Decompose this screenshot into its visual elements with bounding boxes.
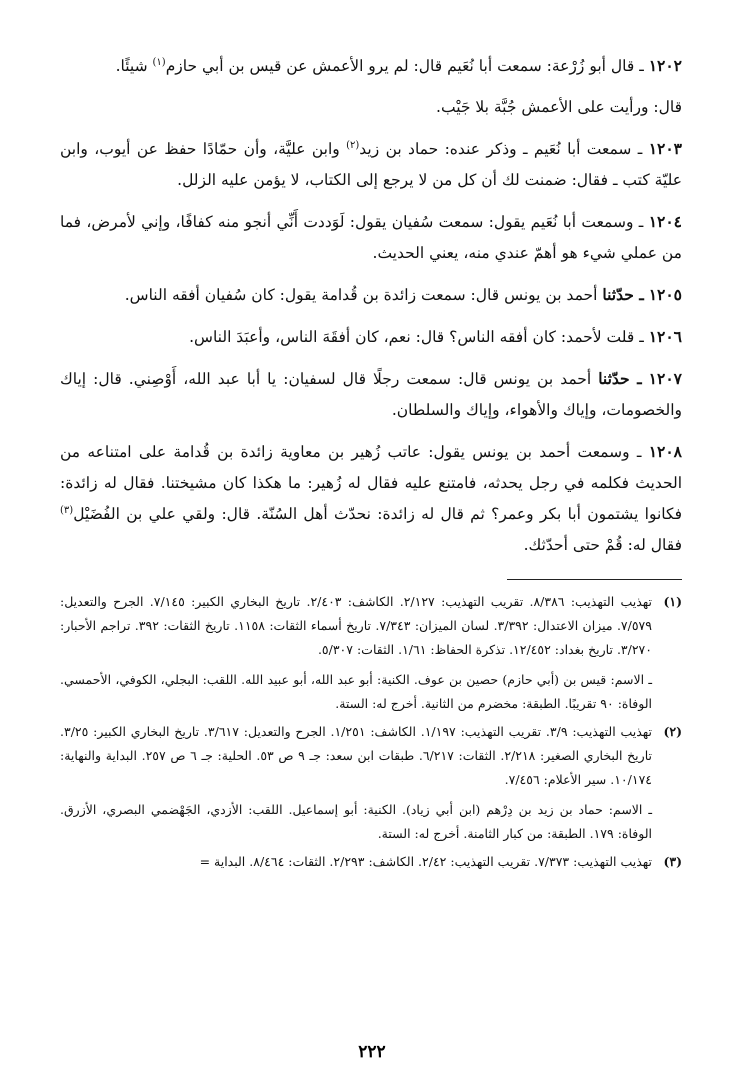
hadith-number: ١٢٠٥	[648, 285, 682, 304]
paragraph-tail: شيئًا.	[115, 57, 153, 75]
footnote-3	[60, 850, 682, 874]
footnote-ref: (٣)	[60, 504, 74, 516]
haddathana-label: ـ حدّثنا	[602, 285, 644, 304]
page-number: ٢٢٢	[358, 1042, 386, 1062]
paragraph-1206	[60, 321, 682, 353]
paragraph-text: ـ سمعت أبا نُعَيم ـ وذكر عنده: حماد بن زيد	[359, 140, 643, 158]
paragraph-1202-cont	[60, 92, 682, 123]
paragraph-text: قال: ورأيت على الأعمش جُبَّة بلا جَيْب.	[436, 98, 682, 116]
paragraph-1205	[60, 279, 682, 311]
footnote-ref: (٢)	[346, 139, 360, 151]
paragraph-text: أحمد بن يونس قال: سمعت رجلًا قال لسفيان: يا أبا عبد الله، أَوْصِني. قال: إياك والخصومات، وإياك والأهواء، وإياك والسلطان.	[60, 370, 682, 419]
hadith-number: ١٢٠٦	[648, 327, 682, 346]
paragraph-text: أحمد بن يونس قال: سمعت زائدة بن قُدامة يقول: كان سُفيان أفقه الناس.	[124, 286, 603, 304]
paragraph-1208	[60, 436, 682, 561]
paragraph-text: ـ وسمعت أبا نُعَيم يقول: سمعت سُفيان يقول: لَوَددت أَنِّي أنجو منه كفافًا، وإني لأمرض، فما من عملي شيء هو أهمّ عندي منه، يعني الحديث.	[60, 213, 682, 262]
footnotes	[60, 590, 682, 874]
paragraph-text: ـ قلت لأحمد: كان أفقه الناس؟ قال: نعم، كان أفقَهَ الناس، وأعبَدَ الناس.	[189, 328, 644, 346]
main-text	[60, 50, 682, 561]
footnote-ref: (١)	[152, 56, 166, 68]
paragraph-1204	[60, 206, 682, 269]
footnote-2-name: ـ الاسم: حماد بن زيد بن دِرْهم (ابن أبي زياد). الكنية: أبو إسماعيل. اللقب: الأزدي، الجَهْضمي البصري، الأزرق. الوفاة: ١٧٩. الطبقة: من كبار الثامنة. أخرج له: الستة.	[60, 802, 652, 841]
hadith-number: ١٢٠٢	[648, 56, 682, 75]
paragraph-tail: فقال له: قُمْ حتى أحدّثك.	[523, 536, 682, 554]
footnote-1	[60, 590, 682, 662]
footnote-1-name: ـ الاسم: قيس بن (أبي حازم) حصين بن عوف. الكنية: أبو عبد الله، أبو عبيد الله. اللقب: البجلي، الكوفي، الأحمسي. الوفاة: ٩٠ تقريبًا. الطبقة: مخضرم من الثانية. أخرج له: الستة.	[60, 672, 652, 711]
paragraph-tail: وابن عليَّة، وأن حمّادًا حفظ عن أيوب، وابن عليّة كتب ـ فقال: ضمنت لك أن كل من لا يرجع إلى الكتاب، لا يؤمن عليه الزلل.	[60, 140, 682, 189]
footnote-text: تهذيب التهذيب: ٣/٩. تقريب التهذيب: ١/١٩٧. الكاشف: ١/٢٥١. الجرح والتعديل: ٣/٦١٧. تاريخ البخاري الكبير: ٣/٢٥. تاريخ البخاري الصغير: ٢/٢١٨. الثقات: ٦/٢١٧. طبقات ابن سعد: جـ ٩ ص ٥٣. الحلية: جـ ٦ ص ٢٥٧. البداية والنهاية: ١٠/١٧٤. سير الأعلام: ٧/٤٥٦.	[60, 724, 653, 787]
footnote-text: تهذيب التهذيب: ٨/٣٨٦. تقريب التهذيب: ٢/١٢٧. الكاشف: ٢/٤٠٣. تاريخ البخاري الكبير: ٧/١٤٥. الجرح والتعديل: ٧/٥٧٩. ميزان الاعتدال: ٣/٣٩٢. لسان الميزان: ٧/٣٤٣. تاريخ أسماء الثقات: ١١٥٨. تاريخ الثقات: ٣٩٢. تراجم الأحبار: ٣/٢٧٠. تاريخ بغداد: ١٢/٤٥٢. تذكرة الحفاظ: ١/٦١. الثقات: ٥/٣٠٧.	[60, 594, 653, 657]
footnote-mark: (٢)	[663, 724, 682, 739]
footnote-separator	[507, 579, 682, 580]
footnote-mark: (١)	[663, 594, 682, 609]
hadith-number: ١٢٠٨	[648, 442, 682, 461]
hadith-number: ١٢٠٤	[648, 212, 682, 231]
footnote-mark: (٣)	[663, 854, 682, 869]
footnote-2	[60, 720, 682, 792]
paragraph-text: ـ قال أبو زُرْعة: سمعت أبا نُعَيم قال: لم يرو الأعمش عن قيس بن أبي حازم	[165, 57, 644, 75]
hadith-number: ١٢٠٧	[648, 369, 682, 388]
haddathana-label: ـ حدّثنا	[598, 369, 642, 388]
hadith-number: ١٢٠٣	[648, 139, 682, 158]
footnote-text: تهذيب التهذيب: ٧/٣٧٣. تقريب التهذيب: ٢/٤٢. الكاشف: ٢/٢٩٣. الثقات: ٨/٤٦٤. البداية =	[199, 854, 652, 869]
paragraph-1202	[60, 50, 682, 82]
paragraph-1203	[60, 133, 682, 196]
paragraph-1207	[60, 363, 682, 426]
paragraph-text: ـ وسمعت أحمد بن يونس يقول: عاتب زُهير بن معاوية زائدة بن قُدامة على امتناعه من الحديث فكلمه في رجل يحدثه، فامتنع عليه فقال له زُهير: ما هكذا كان مشيختنا. فقال له زائدة: فكانوا يشتمون أبا بكر وعمر؟ ثم قال له زائدة: نحدّث أهل السُنّة. قال: ولقي علي بن الفُضَيْل	[60, 443, 682, 523]
